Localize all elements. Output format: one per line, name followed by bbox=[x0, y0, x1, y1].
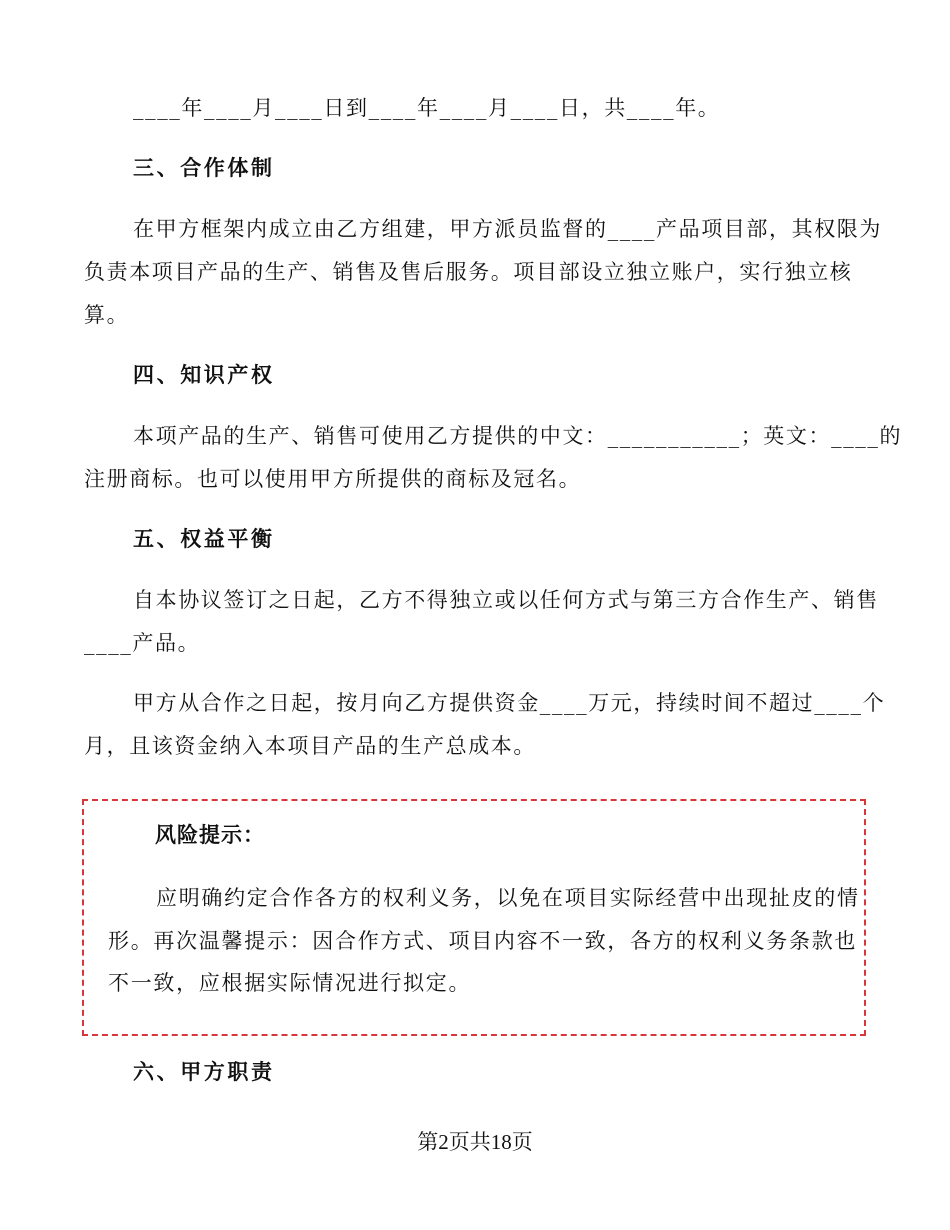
page-number-footer: 第2页共18页 bbox=[417, 1130, 533, 1154]
term-date-line: ____年____月____日到____年____月____日，共____年。 bbox=[133, 96, 721, 120]
section-5-heading: 五、权益平衡 bbox=[133, 526, 275, 551]
risk-tip-line-2: 形。再次温馨提示：因合作方式、项目内容不一致，各方的权利义务条款也 bbox=[108, 929, 858, 953]
section-6-heading: 六、甲方职责 bbox=[133, 1059, 275, 1084]
section-4-line-2: 注册商标。也可以使用甲方所提供的商标及冠名。 bbox=[84, 467, 582, 491]
section-5-para-1-line-1: 自本协议签订之日起，乙方不得独立或以任何方式与第三方合作生产、销售 bbox=[133, 588, 879, 612]
section-5-para-2-line-2: 月，且该资金纳入本项目产品的生产总成本。 bbox=[84, 734, 536, 758]
risk-tip-title: 风险提示： bbox=[155, 822, 265, 847]
section-3-line-3: 算。 bbox=[84, 303, 130, 327]
section-5-para-1-line-2: ____产品。 bbox=[84, 631, 201, 655]
risk-tip-line-3: 不一致，应根据实际情况进行拟定。 bbox=[108, 971, 472, 995]
section-3-heading: 三、合作体制 bbox=[133, 155, 275, 180]
risk-tip-box bbox=[82, 799, 866, 1036]
risk-tip-line-1: 应明确约定合作各方的权利义务，以免在项目实际经营中出现扯皮的情 bbox=[156, 886, 860, 910]
section-3-line-1: 在甲方框架内成立由乙方组建，甲方派员监督的____产品项目部，其权限为 bbox=[133, 217, 882, 241]
section-3-line-2: 负责本项目产品的生产、销售及售后服务。项目部设立独立账户，实行独立核 bbox=[84, 260, 853, 284]
section-4-line-1: 本项产品的生产、销售可使用乙方提供的中文：___________；英文：____的 bbox=[133, 424, 903, 448]
section-4-heading: 四、知识产权 bbox=[133, 362, 275, 387]
section-5-para-2-line-1: 甲方从合作之日起，按月向乙方提供资金____万元，持续时间不超过____个 bbox=[133, 691, 886, 715]
